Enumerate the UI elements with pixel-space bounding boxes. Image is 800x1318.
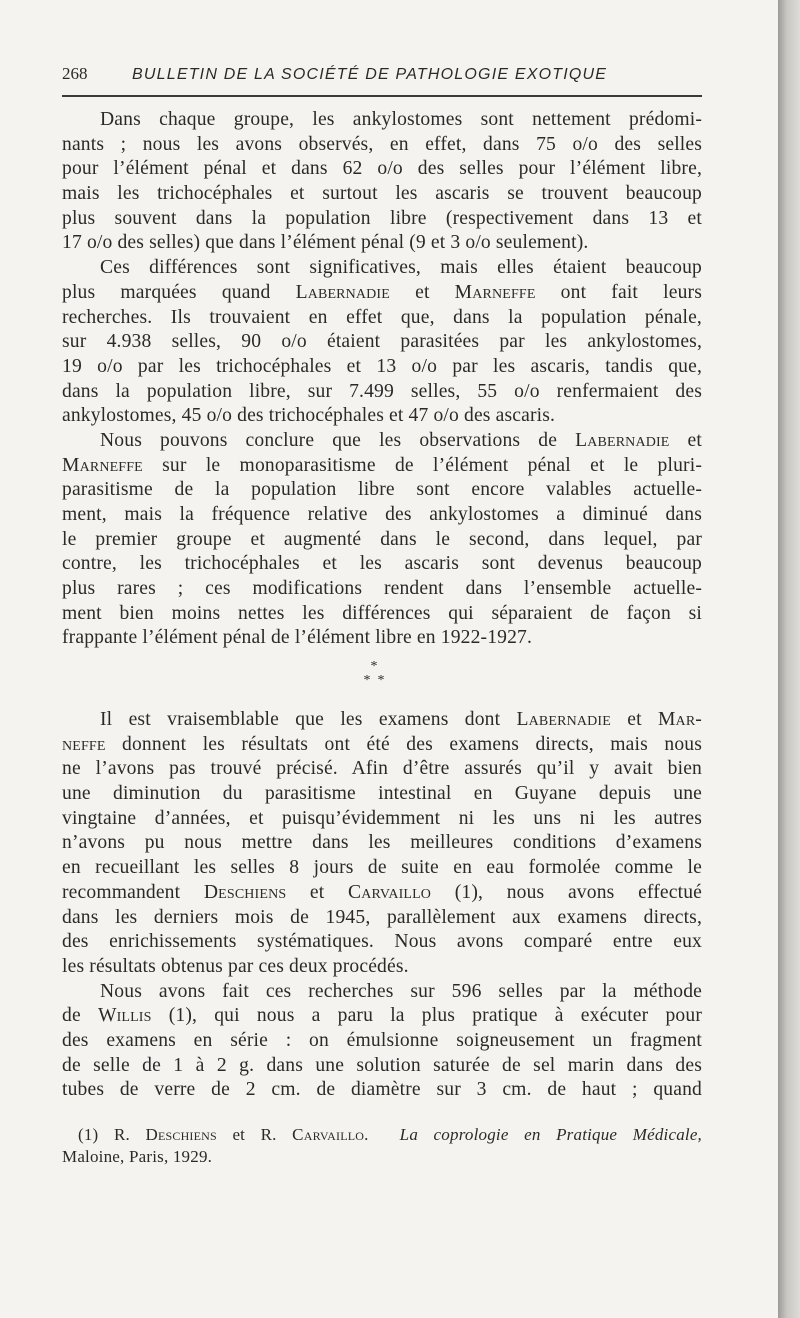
page-edge-shadow [778, 0, 800, 1318]
text-line: contre, les trichocéphales et les ascaris sont devenus beaucoup [62, 553, 702, 575]
text-line: ment, mais la fréquence relative des ankylostomes a diminué dans [62, 504, 702, 525]
text-line: Dans chaque groupe, les ankylostomes sont nettement prédomi- [100, 109, 702, 130]
text-line: n’avons pu nous mettre dans les meilleures conditions d’examens [62, 832, 702, 854]
text-line: parasitisme de la population libre sont encore valables actuelle- [62, 479, 702, 501]
text-fragment: et [286, 881, 349, 903]
text-line [62, 708, 702, 733]
footnote-marker: (1) R. [78, 1125, 146, 1144]
text-fragment: ont fait leurs [535, 281, 702, 303]
text-line: frappante l’élément pénal de l’élément libre en 1922-1927. [62, 627, 533, 649]
text-fragment: Nous pouvons conclure que les observations de [100, 429, 576, 451]
text-line: une diminution du parasitisme intestinal en Guyane depuis une [62, 783, 702, 805]
text-line: dans la population libre, sur 7.499 selles, 55 o/o renfermaient des [62, 380, 702, 402]
asterism-star: * [377, 673, 385, 688]
text-line: ment bien moins nettes les différences qui séparaient de façon si [62, 602, 702, 624]
text-fragment: de [62, 1005, 98, 1027]
running-title: BULLETIN DE LA SOCIÉTÉ DE PATHOLOGIE EXOTIQUE [132, 66, 608, 83]
text-line: tubes de verre de 2 cm. de diamètre sur 3 cm. de haut ; quand [62, 1079, 702, 1101]
footnote-author: Deschiens [145, 1125, 217, 1144]
author-name: Labernadie [575, 429, 670, 451]
text-line: des examens en série : on émulsionne soigneusement un fragment [62, 1029, 702, 1051]
text-line: des enrichissements systématiques. Nous avons comparé entre eux [62, 931, 702, 953]
author-name: Marneffe [62, 454, 143, 476]
text-line: ne l’avons pas trouvé précisé. Afin d’être assurés qu’il y avait bien [62, 758, 702, 780]
text-line: recherches. Ils trouvaient en effet que, dans la population pénale, [62, 306, 702, 328]
text-line: nants ; nous les avons observés, en effet, dans 75 o/o des selles [62, 133, 702, 155]
header-rule [62, 95, 702, 97]
text-fragment: et [669, 429, 702, 451]
author-name: Marneffe [454, 281, 536, 303]
section-asterism [352, 660, 396, 694]
text-fragment: et [389, 281, 455, 303]
footnote-author: Carvaillo [292, 1125, 365, 1144]
text-line: sur 4.938 selles, 90 o/o étaient parasitées par les ankylostomes, [62, 331, 702, 353]
page-number: 268 [62, 64, 88, 83]
text-line [62, 1004, 702, 1029]
page-header [62, 64, 702, 90]
body-text-upper [62, 108, 702, 651]
body-text-lower [62, 708, 702, 1103]
text-fragment: sur le monoparasitisme de l’élément pénal et le pluri- [142, 454, 702, 476]
text-fragment: (1), nous avons effectué [431, 881, 702, 903]
text-line: ankylostomes, 45 o/o des trichocéphales et 47 o/o des ascaris. [62, 405, 556, 427]
text-fragment: donnent les résultats ont été des examens directs, mais nous [105, 733, 702, 755]
author-name: Labernadie [516, 709, 611, 730]
footnote-title: La coprologie en Pratique Médicale, [399, 1125, 703, 1144]
text-line: Ces différences sont significatives, mais elles étaient beaucoup [100, 257, 702, 279]
text-fragment: Il est vraisemblable que les examens dont [100, 709, 517, 730]
text-line [62, 429, 702, 454]
text-line: dans les derniers mois de 1945, parallèlement aux examens directs, [62, 906, 702, 928]
footnote [62, 1124, 702, 1168]
text-line: 19 o/o par les trichocéphales et 13 o/o par les ascaris, tandis que, [62, 355, 702, 377]
author-name: Deschiens [203, 881, 287, 903]
text-line: le premier groupe et augmenté dans le second, dans lequel, par [62, 528, 702, 550]
text-line: plus rares ; ces modifications rendent dans l’ensemble actuelle- [62, 578, 702, 600]
text-fragment: . [364, 1125, 369, 1144]
author-name: neffe [62, 733, 106, 755]
text-line: mais les trichocéphales et surtout les ascaris se trouvent beaucoup [62, 183, 702, 205]
text-line: plus souvent dans la population libre (respectivement dans 13 et [62, 207, 702, 229]
text-line: en recueillant les selles 8 jours de suite en eau formolée comme le [62, 857, 702, 879]
text-line: les résultats obtenus par ces deux procédés. [62, 955, 409, 977]
asterism-star-pair [352, 674, 396, 688]
author-name: Carvaillo [348, 881, 432, 903]
text-fragment: (1), qui nous a paru la plus pratique à exécuter pour [151, 1005, 702, 1027]
asterism-star: * [370, 659, 378, 674]
author-name: Willis [97, 1005, 152, 1027]
text-line: de selle de 1 à 2 g. dans une solution saturée de sel marin dans des [62, 1054, 702, 1076]
author-name: Mar- [657, 709, 702, 730]
text-fragment: plus marquées quand [62, 281, 296, 303]
asterism-star: * [363, 673, 371, 688]
text-line: Nous avons fait ces recherches sur 596 selles par la méthode [100, 980, 702, 1002]
text-line: 17 o/o des selles) que dans l’élément pénal (9 et 3 o/o seulement). [62, 232, 589, 254]
text-fragment: et R. [216, 1125, 293, 1144]
text-line [62, 281, 702, 306]
text-fragment: et [610, 709, 658, 730]
footnote-line: Maloine, Paris, 1929. [62, 1147, 213, 1166]
footnote-line [62, 1124, 702, 1146]
author-name: Labernadie [295, 281, 390, 303]
text-line [62, 881, 702, 906]
text-line [62, 454, 702, 479]
text-line: vingtaine d’années, et puisqu’évidemment ni les uns ni les autres [62, 807, 702, 829]
text-line [62, 733, 702, 758]
text-fragment: recommandent [62, 881, 204, 903]
text-line: pour l’élément pénal et dans 62 o/o des selles pour l’élément libre, [62, 158, 702, 180]
